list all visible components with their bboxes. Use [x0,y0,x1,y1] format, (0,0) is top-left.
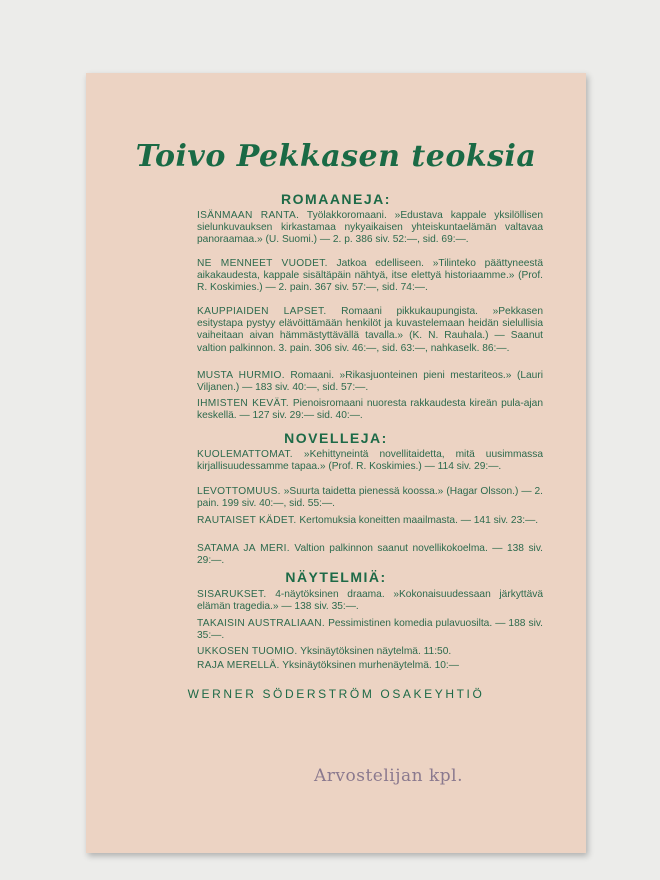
list-item [197,258,543,295]
list-item [197,398,543,422]
publisher-name: WERNER SÖDERSTRÖM OSAKEYHTIÖ [187,687,485,701]
list-item [197,449,543,473]
work-description: Romaani. »Rikasjuonteinen pieni mestariteos.» (Lauri Viljanen.) — 183 siv. 40:—, sid. 57:—. [197,370,543,394]
work-description: Romaani pikkukaupungista. »Pekkasen esitystapa pystyy elävöittämään henkilöt ja kuvastelemaan heidän sielullisia vaiheitaan aivan hämmästyttävällä tavalla.» (K. N. Rauhala.) — Saanut valtion palkinnon. 3. pain. 306 siv. 46:—, sid. 63:—, nahkaselk. 86:—. [197,306,543,354]
work-title: SISARUKSET. [197,589,267,600]
list-item [197,660,543,672]
list-item [197,210,543,247]
list-item [197,306,543,355]
work-title: NE MENNEET VUODET. [197,258,328,269]
work-description: Yksinäytöksinen näytelmä. 11:50. [297,646,452,657]
work-title: MUSTA HURMIO. [197,370,285,381]
work-description: 4-näytöksinen draama. »Kokonaisuudessaan järkyttävä elämän tragedia.» — 138 siv. 35:—. [197,589,543,613]
work-description: Valtion palkinnon saanut novellikokoelma. — 138 siv. 29:—. [197,543,543,567]
work-title: TAKAISIN AUSTRALIAAN. [197,618,326,629]
work-description: Kertomuksia koneitten maailmasta. — 141 siv. 23:—. [296,515,539,526]
list-item [197,543,543,567]
section-heading-naytelmia: NÄYTELMIÄ: [285,569,387,585]
reviewer-copy-stamp: Arvostelijan kpl. [313,766,463,786]
section-heading-romaaneja: ROMAANEJA: [281,191,391,207]
work-title: SATAMA JA MERI. [197,543,290,554]
work-title: UKKOSEN TUOMIO. [197,646,298,657]
work-description: Pienoisromaani nuoresta rakkaudesta kireän pula-ajan keskellä. — 127 siv. 29:— sid. 40:—. [197,398,543,422]
work-description: Pessimistinen komedia pulavuosilta. — 188 siv. 35:—. [197,618,543,642]
work-title: LEVOTTOMUUS. [197,486,281,497]
work-description: Yksinäytöksinen murhenäytelmä. 10:— [279,660,459,671]
work-title: IHMISTEN KEVÄT. [197,398,290,409]
book-back-cover [86,73,586,853]
list-item [197,486,543,510]
work-title: RAUTAISET KÄDET. [197,515,297,526]
page-title: Toivo Pekkasen teoksia [135,139,537,174]
list-item [197,370,543,394]
list-item [197,515,543,527]
list-item [197,646,543,658]
work-title: ISÄNMAAN RANTA. [197,210,300,221]
work-description: »Suurta taidetta pienessä koossa.» (Hagar Olsson.) — 2. pain. 199 siv. 40:—, sid. 55:—. [197,486,543,510]
list-item [197,589,543,613]
work-title: KAUPPIAIDEN LAPSET. [197,306,327,317]
work-description: »Kehittyneintä novellitaidetta, mitä uusimmassa kirjallisuudessamme tapaa.» (Prof. R. Koskimies.) — 114 siv. 29:—. [197,449,543,473]
section-heading-novelleja: NOVELLEJA: [284,430,388,446]
work-description: Jatkoa edelliseen. »Tilinteko päättyneestä aikakaudesta, kappale sisältäpäin nähtyä, itse elettyä historiaamme.» (Prof. R. Koskimies.) — 2. pain. 367 siv. 57:—, sid. 74:—. [197,258,543,294]
work-title: RAJA MERELLÄ. [197,660,280,671]
list-item [197,618,543,642]
work-description: Työlakkoromaani. »Edustava kappale yksilöllisen sielunkuvauksen kirkastamaa nykyaikaisen yhteiskuntaelämän valtavaa panoraamaa.» (U. Suomi.) — 2. p. 386 siv. 52:—, sid. 69:—. [197,210,543,246]
work-title: KUOLEMATTOMAT. [197,449,293,460]
